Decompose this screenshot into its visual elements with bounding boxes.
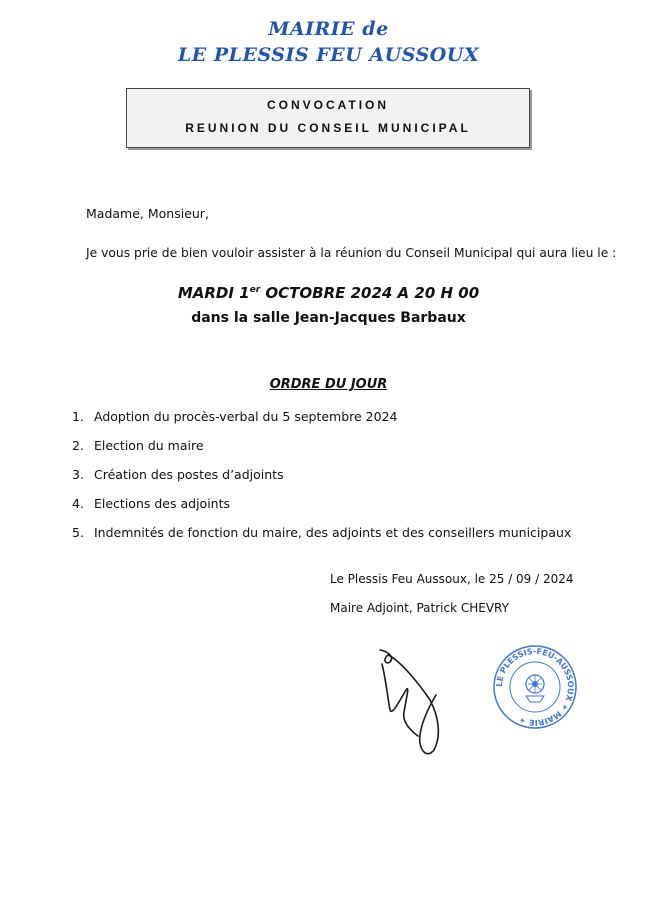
seal-text-path: LE PLESSIS-FEU-AUSSOUX ✶ MAIRIE ✶ (494, 646, 576, 728)
agenda-item (72, 467, 571, 496)
agenda-item (72, 409, 571, 438)
agenda-item-number: 1. (72, 409, 84, 424)
date-superscript: er (249, 285, 261, 295)
agenda-item-number: 3. (72, 467, 84, 482)
mairie-header-line1: MAIRIE de (268, 18, 389, 40)
agenda-item (72, 525, 571, 554)
signature-stroke (380, 650, 438, 754)
intro-text: Je vous prie de bien vouloir assister à la réunion du Conseil Municipal qui aura lieu le : (86, 246, 617, 260)
salutation: Madame, Monsieur, (86, 206, 209, 221)
meeting-place: dans la salle Jean-Jacques Barbaux (191, 310, 466, 326)
agenda-item-text: Election du maire (94, 438, 204, 453)
town-hall-seal (492, 644, 578, 730)
agenda-item-number: 2. (72, 438, 84, 453)
agenda-title: ORDRE DU JOUR (269, 377, 388, 392)
agenda-item (72, 496, 571, 525)
convocation-subtitle: REUNION DU CONSEIL MUNICIPAL (185, 121, 471, 135)
signature-place-date: Le Plessis Feu Aussoux, le 25 / 09 / 2024 (330, 572, 574, 586)
agenda-item-text: Création des postes d’adjoints (94, 467, 284, 482)
seal-emblem (526, 675, 544, 702)
agenda-list (72, 409, 571, 554)
agenda-item (72, 438, 571, 467)
agenda-item-text: Indemnités de fonction du maire, des adjoints et des conseillers municipaux (94, 525, 572, 540)
agenda-item-text: Adoption du procès-verbal du 5 septembre 2024 (94, 409, 398, 424)
mairie-header-line2: LE PLESSIS FEU AUSSOUX (177, 44, 480, 66)
agenda-item-number: 5. (72, 525, 84, 540)
date-prefix: MARDI 1 (177, 284, 250, 302)
agenda-item-number: 4. (72, 496, 84, 511)
convocation-title: CONVOCATION (266, 98, 390, 112)
convocation-box (126, 88, 530, 148)
date-suffix: OCTOBRE 2024 A 20 H 00 (260, 284, 480, 302)
handwritten-signature (360, 640, 470, 770)
signatory-name: Maire Adjoint, Patrick CHEVRY (330, 601, 509, 615)
agenda-item-text: Elections des adjoints (94, 496, 230, 511)
meeting-date (0, 284, 657, 302)
